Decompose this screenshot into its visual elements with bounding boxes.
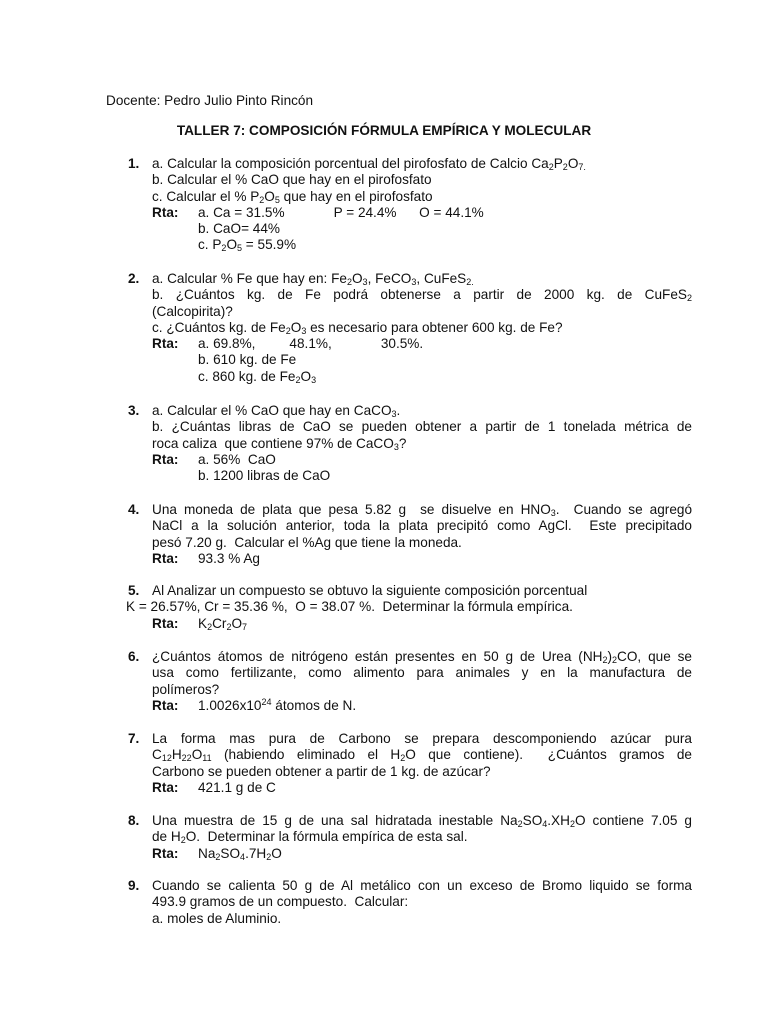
question-text-line: a. Calcular el % CaO que hay en CaCO$_3$. xyxy=(152,403,401,419)
question-body xyxy=(152,271,692,385)
answer-line xyxy=(152,468,692,484)
question-body xyxy=(152,731,692,796)
question-number: 2. xyxy=(128,271,140,286)
question-text-line: pesó 7.20 g. Calcular el %Ag que tiene la moneda. xyxy=(152,534,462,550)
answer-line xyxy=(152,221,692,237)
question-text-line: de $H_2O$. Determinar la fórmula empírica de esta sal. xyxy=(152,829,468,846)
answer-text: a. 56% CaO xyxy=(198,451,276,467)
question-text-line: ¿Cuántos átomos de nitrógeno están presentes en 50 g de Urea $(NH_2)_2CO$, que se xyxy=(152,649,692,665)
question-body xyxy=(152,813,692,862)
answer-label: Rta: xyxy=(152,336,179,352)
question-text-line: a. moles de Aluminio. xyxy=(152,910,282,926)
answer-line xyxy=(152,336,692,352)
question-text-line: NaCl a la solución anterior, toda la plata precipitó como AgCl. Este precipitado xyxy=(152,518,692,534)
question-5 xyxy=(128,583,692,632)
answer-text: b. 610 kg. de Fe xyxy=(198,352,297,368)
question-8 xyxy=(128,813,692,862)
answer-label: Rta: xyxy=(152,451,179,467)
question-text-line: (Calcopirita)? xyxy=(152,303,233,319)
question-text-line: polímeros? xyxy=(152,681,220,697)
question-number: 3. xyxy=(128,403,140,418)
answer-text: $Na_2SO_4.7H_2O$ xyxy=(198,845,282,862)
question-text-line: c. ¿Cuántos kg. de $Fe_2O_3$ es necesario para obtener 600 kg. de Fe? xyxy=(152,319,563,336)
answer-label: Rta: xyxy=(152,845,179,861)
question-body xyxy=(152,403,692,484)
question-text-line: La forma mas pura de Carbono se prepara descomponiendo azúcar pura xyxy=(152,731,692,746)
question-text-line: roca caliza que contiene 97% de CaCO$_3$? xyxy=(152,435,407,452)
question-text-line: c. Calcular el % $P_2O_5$ que hay en el pirofosfato xyxy=(152,188,433,205)
question-text-line: K = 26.57%, Cr = 35.36 %, O = 38.07 %. Determinar la fórmula empírica. xyxy=(126,599,573,615)
page-title: TALLER 7: COMPOSICIÓN FÓRMULA EMPÍRICA Y MOLECULAR xyxy=(176,123,592,138)
question-text-line: Una muestra de 15 g de una sal hidratada inestable $Na_2SO_4.XH_2O$ contiene 7.05 g xyxy=(152,813,692,829)
question-text-line: Al Analizar un compuesto se obtuvo la siguiente composición porcentual xyxy=(152,583,588,598)
question-number: 5. xyxy=(128,583,140,598)
question-text-line: a. Calcular la composición porcentual del pirofosfato de Calcio $Ca_2P_2O_{7.}$ xyxy=(152,156,586,172)
answer-label: Rta: xyxy=(152,204,179,220)
answer-text: 421.1 g de C xyxy=(198,779,276,795)
question-text-line: Carbono se pueden obtener a partir de 1 kg. de azúcar? xyxy=(152,763,491,779)
question-3 xyxy=(128,403,692,484)
question-number: 8. xyxy=(128,813,140,828)
question-number: 6. xyxy=(128,649,140,664)
question-number: 4. xyxy=(128,502,140,517)
answer-line xyxy=(152,698,692,714)
question-9 xyxy=(128,878,692,927)
answer-text: c. $P_2O_5 = 55.9\%$ xyxy=(198,237,297,254)
question-1 xyxy=(128,156,692,254)
answer-text: a. Ca = 31.5% P = 24.4% O = 44.1% xyxy=(198,204,484,220)
question-text-line: usa como fertilizante, como alimento para animales y en la manufactura de xyxy=(152,665,692,681)
question-body xyxy=(152,649,692,714)
answer-line xyxy=(152,452,692,468)
answer-label: Rta: xyxy=(152,550,179,566)
answer-label: Rta: xyxy=(152,779,179,795)
question-text-line: b. ¿Cuántas libras de CaO se pueden obtener a partir de 1 tonelada métrica de xyxy=(152,419,692,435)
answer-text: $1.0026x10^{24}$ átomos de N. xyxy=(198,696,357,713)
answer-line xyxy=(152,780,692,796)
question-text-line: b. Calcular el % CaO que hay en el pirofosfato xyxy=(152,172,432,188)
question-body xyxy=(152,502,692,567)
question-text-line: a. Calcular % Fe que hay en: $Fe_2O_3$, FeCO$_3$, CuFeS$_{2.}$ xyxy=(152,271,474,287)
answer-text: 93.3 % Ag xyxy=(198,550,260,566)
question-number: 1. xyxy=(128,156,140,171)
teacher-name: Docente: Pedro Julio Pinto Rincón xyxy=(106,93,314,108)
answer-line xyxy=(152,551,692,567)
answer-line xyxy=(152,846,692,862)
question-body xyxy=(126,583,692,632)
question-text-line: b. ¿Cuántos kg. de Fe podrá obtenerse a partir de 2000 kg. de CuFeS$_2$ xyxy=(152,287,692,304)
answer-label: Rta: xyxy=(152,697,179,713)
question-text-line: Cuando se calienta 50 g de Al metálico con un exceso de Bromo liquido se forma xyxy=(152,878,692,893)
question-body xyxy=(152,156,692,254)
question-4 xyxy=(128,502,692,567)
question-text-line: 493.9 gramos de un compuesto. Calcular: xyxy=(152,894,409,910)
answer-line xyxy=(152,369,692,385)
answer-text: $K_2Cr_2O_7$ xyxy=(198,615,248,632)
answer-text: c. 860 kg. de $Fe_2O_3$ xyxy=(198,368,317,385)
answer-label: Rta: xyxy=(152,615,179,631)
question-text-line: Una moneda de plata que pesa 5.82 g se disuelve en $HNO_3$. Cuando se agregó xyxy=(152,502,693,518)
question-number: 7. xyxy=(128,731,140,746)
question-body xyxy=(152,878,692,927)
question-2 xyxy=(128,271,692,385)
answer-text: a. 69.8%, 48.1%, 30.5%. xyxy=(198,336,424,352)
answer-text: b. 1200 libras de CaO xyxy=(198,468,331,484)
answer-text: b. CaO= 44% xyxy=(198,221,280,237)
question-6 xyxy=(128,649,692,714)
answer-line xyxy=(152,205,692,221)
question-7 xyxy=(128,731,692,796)
answer-line xyxy=(152,352,692,368)
answer-line xyxy=(152,237,692,253)
answer-line xyxy=(152,616,692,632)
question-text-line: $C_{12}H_{22}O_{11}$ (habiendo eliminado el $H_2O$ que contiene). ¿Cuántos gramos de xyxy=(152,747,692,764)
question-number: 9. xyxy=(128,878,140,893)
